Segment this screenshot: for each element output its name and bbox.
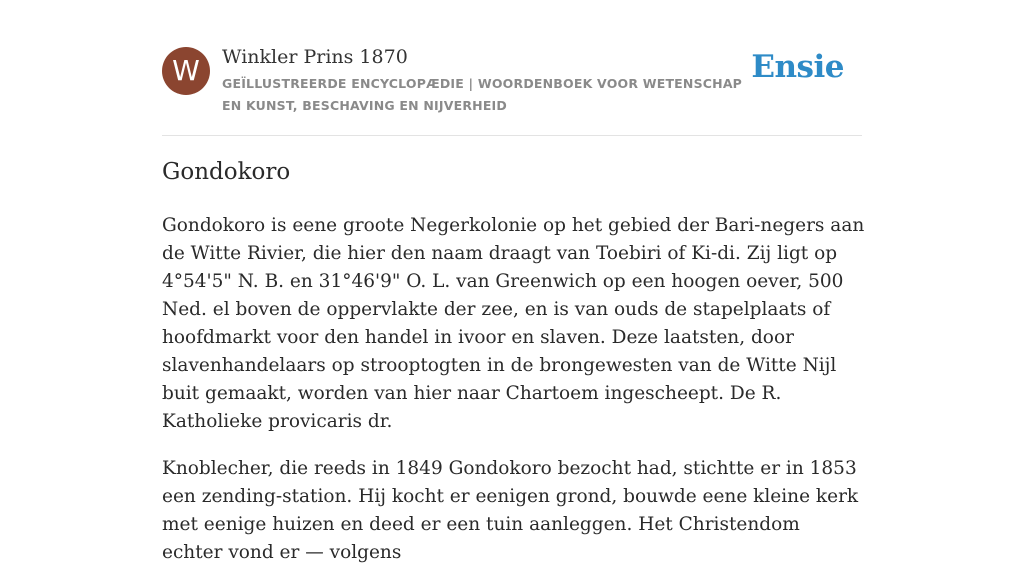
entry-paragraph-2: Knoblecher, die reeds in 1849 Gondokoro bezocht had, stichtte er in 1853 een zending-station. Hij kocht er eenigen grond, bouwde eene kleine kerk met eenige huizen en deed er een tuin aanleggen. Het Christendom echter vond er — volgens bbox=[162, 458, 859, 563]
entry-body bbox=[162, 212, 866, 586]
source-subtitle: GEÏLLUSTREERDE ENCYCLOPÆDIE | WOORDENBOEK VOOR WETENSCHAP EN KUNST, BESCHAVING EN NIJVERHEID bbox=[222, 76, 743, 113]
source-title[interactable]: Winkler Prins 1870 bbox=[222, 46, 408, 68]
entry-paragraph-1: Gondokoro is eene groote Negerkolonie op het gebied der Bari-negers aan de Witte Rivier, die hier den naam draagt van Toebiri of Ki-di. Zij ligt op 4°54'5" N. B. en 31°46'9" O. L. van Greenwich op een hoogen oever, 500 Ned. el boven de oppervlakte der zee, en is van ouds de stapelplaats of hoofdmarkt voor den handel in ivoor en slaven. Deze laatsten, door slavenhandelaars op strooptogten in de brongewesten van de Witte Nijl buit gemaakt, worden van hier naar Chartoem ingescheept. De R. Katholieke provicaris dr. bbox=[162, 215, 865, 432]
entry-title: Gondokoro bbox=[162, 159, 291, 185]
source-avatar[interactable]: W bbox=[162, 47, 210, 95]
ensie-logo[interactable]: Ensie bbox=[751, 49, 844, 85]
source-header bbox=[162, 44, 862, 136]
